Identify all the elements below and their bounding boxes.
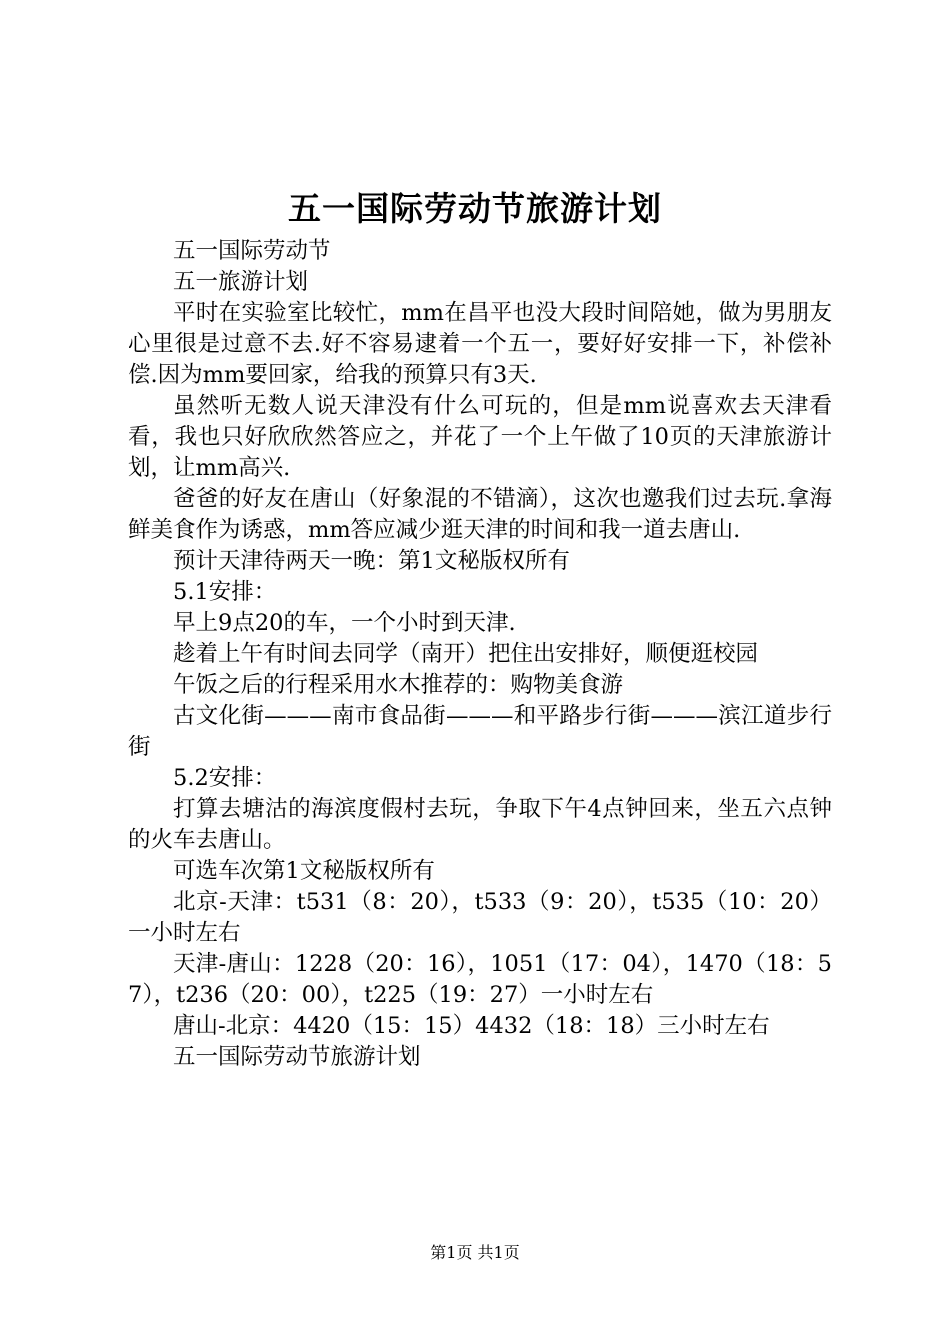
paragraph: 午饭之后的行程采用水木推荐的：购物美食游 <box>173 672 624 698</box>
paragraph: 五一国际劳动节旅游计划 <box>173 1044 421 1070</box>
paragraph: 平时在实验室比较忙，mm在昌平也没大段时间陪她，做为男朋友心里很是过意不去.好不容易逮着一个五一，要好好安排一下，补偿补偿.因为mm要回家，给我的预算只有3天. <box>128 300 832 388</box>
paragraph: 天津-唐山：1228（20：16），1051（17：04），1470（18：57），t236（20：00），t225（19：27）一小时左右 <box>128 951 832 1008</box>
paragraph: 五一国际劳动节 <box>173 238 331 264</box>
paragraph: 早上9点20的车，一个小时到天津. <box>173 610 516 636</box>
paragraph: 北京-天津：t531（8：20），t533（9：20），t535（10：20）一小时左右 <box>128 889 832 946</box>
document-body <box>128 236 832 1073</box>
paragraph: 趁着上午有时间去同学（南开）把住出安排好，顺便逛校园 <box>173 641 759 667</box>
paragraph: 可选车次第1文秘版权所有 <box>173 858 435 884</box>
document-title: 五一国际劳动节旅游计划 <box>288 189 662 228</box>
paragraph: 爸爸的好友在唐山（好象混的不错滴），这次也邀我们过去玩.拿海鲜美食作为诱惑，mm答应减少逛天津的时间和我一道去唐山. <box>128 486 832 543</box>
paragraph: 唐山-北京：4420（15：15）4432（18：18）三小时左右 <box>173 1013 770 1039</box>
paragraph: 预计天津待两天一晚：第1文秘版权所有 <box>173 548 570 574</box>
paragraph: 5.2安排： <box>173 765 277 791</box>
page-footer: 第1页 共1页 <box>430 1243 520 1262</box>
paragraph: 虽然听无数人说天津没有什么可玩的，但是mm说喜欢去天津看看，我也只好欣欣然答应之，并花了一个上午做了10页的天津旅游计划，让mm高兴. <box>128 393 832 481</box>
paragraph: 古文化街———南市食品街———和平路步行街———滨江道步行街 <box>128 703 832 760</box>
paragraph: 打算去塘沽的海滨度假村去玩，争取下午4点钟回来，坐五六点钟的火车去唐山。 <box>128 796 832 853</box>
paragraph: 5.1安排： <box>173 579 277 605</box>
paragraph: 五一旅游计划 <box>173 269 309 295</box>
